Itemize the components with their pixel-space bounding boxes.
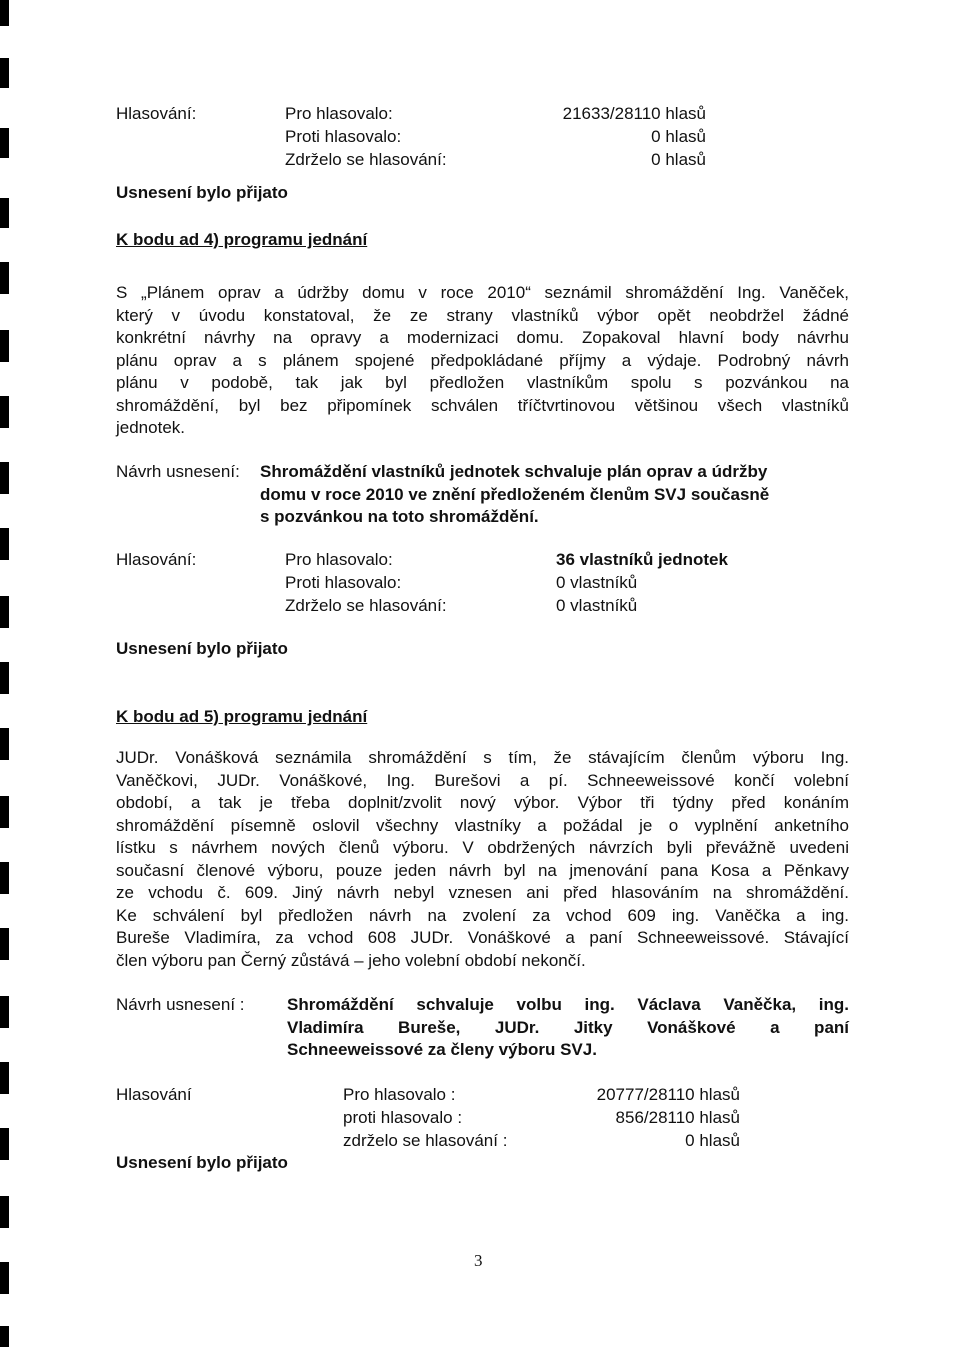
vote-abstain-value: 0 vlastníků: [556, 596, 638, 615]
paragraph-line: JUDr. Vonášková seznámila shromáždění s tím, že stávajícím členům výboru Ing.: [116, 748, 849, 767]
binder-mark: [0, 728, 9, 760]
vote-abstain-value: 0 hlasů: [685, 1131, 740, 1150]
proposal-line: Schneeweissové za členy výboru SVJ.: [287, 1040, 597, 1059]
paragraph-line: jednotek.: [116, 418, 185, 437]
vote-for-value: 36 vlastníků jednotek: [556, 550, 728, 569]
vote-against-value: 856/28110 hlasů: [615, 1108, 740, 1127]
vote-label: Hlasování:: [116, 550, 197, 569]
vote-label: Hlasování:: [116, 104, 197, 123]
paragraph-line: shromáždění písemně oslovil všechny vlastníky a požádal je o vyplnění anketního: [116, 815, 849, 835]
resolution-result: Usnesení bylo přijato: [116, 183, 288, 202]
section-heading: K bodu ad 4) programu jednání: [116, 230, 368, 249]
section-paragraph: [116, 282, 849, 440]
binder-mark: [0, 396, 9, 428]
binder-mark: [0, 128, 9, 158]
binder-mark: [0, 330, 9, 362]
binder-mark: [0, 1062, 9, 1094]
vote-against-value: 0 vlastníků: [556, 573, 638, 592]
binder-mark: [0, 58, 9, 88]
binder-mark: [0, 198, 9, 228]
binder-mark: [0, 1196, 9, 1228]
section-paragraph: [116, 747, 849, 972]
vote-for-value-count: [556, 549, 728, 572]
vote-for-value: 21633/28110 hlasů: [562, 104, 706, 123]
paragraph-line: lístku s návrhem nových členů výboru. V obdržených návrzích byli převážně uvedeni: [116, 838, 849, 857]
page-number: 3: [474, 1251, 483, 1270]
vote-against-label: Proti hlasovalo:: [285, 573, 402, 592]
section-heading: K bodu ad 5) programu jednání: [116, 707, 368, 726]
binder-mark: [0, 1262, 9, 1294]
vote-against-label: Proti hlasovalo:: [285, 127, 402, 146]
vote-abstain-label: Zdrželo se hlasování:: [285, 150, 447, 169]
paragraph-line: konkrétní návrhy na opravy a modernizaci domu. Zopakoval hlavní body návrhu: [116, 328, 849, 347]
resolution-result: Usnesení bylo přijato: [116, 639, 288, 658]
vote-for-value: 20777/28110 hlasů: [596, 1085, 740, 1104]
paragraph-line: Ke schválení byl předložen návrh na zvolení za vchod 609 ing. Vaněčka a ing.: [116, 905, 849, 925]
vote-abstain-label: Zdrželo se hlasování:: [285, 596, 447, 615]
proposal-label: Návrh usnesení :: [116, 995, 245, 1014]
paragraph-line: plánu v podobě, tak jak byl předložen vlastníkům spolu s pozvánkou na: [116, 373, 849, 392]
binder-mark: [0, 996, 9, 1028]
paragraph-line: ze vchodu č. 609. Jiný návrh nebyl vznesen ani před hlasováním na shromáždění.: [116, 883, 849, 902]
vote-label: Hlasování: [116, 1085, 192, 1104]
binder-mark: [0, 862, 9, 894]
proposal-text: [260, 461, 850, 529]
paragraph-line: který v úvodu konstatoval, že ze strany vlastníků výbor opět neobdržel žádné: [116, 305, 849, 325]
paragraph-line: shromáždění, byl bez připomínek schválen tříčtvrtinovou většinou všech vlastníků: [116, 395, 849, 415]
proposal-line: s pozvánkou na toto shromáždění.: [260, 507, 539, 526]
vote-for-label: Pro hlasovalo:: [285, 550, 393, 569]
binder-mark: [0, 662, 9, 694]
proposal-label: Návrh usnesení:: [116, 462, 240, 481]
paragraph-line: plánu oprav a s plánem spojené předpokládané příjmy a výdaje. Podrobný návrh: [116, 350, 849, 370]
vote-against-label: proti hlasovalo :: [343, 1108, 463, 1127]
proposal-line: domu v roce 2010 ve znění předloženém členům SVJ současně: [260, 484, 770, 504]
binder-mark: [0, 796, 9, 828]
binder-mark: [0, 596, 9, 628]
paragraph-line: Vaněčkovi, JUDr. Vonáškové, Ing. Burešovi a pí. Schneeweissové končí volební: [116, 770, 849, 790]
proposal-text: [287, 994, 849, 1062]
vote-against-value: 0 hlasů: [651, 127, 706, 146]
binder-mark: [0, 0, 9, 26]
vote-for-label: Pro hlasovalo:: [285, 104, 393, 123]
vote-abstain-label: zdrželo se hlasování :: [343, 1131, 508, 1150]
binder-mark: [0, 928, 9, 960]
proposal-line: Vladimíra Bureše, JUDr. Jitky Vonáškové a paní: [287, 1017, 849, 1037]
binder-mark: [0, 528, 9, 560]
vote-abstain-value: 0 hlasů: [651, 150, 706, 169]
proposal-line: Shromáždění schvaluje volbu ing. Václava Vaněčka, ing.: [287, 995, 849, 1014]
paragraph-line: období, a tak je třeba doplnit/zvolit nový výbor. Výbor tři týdny před konáním: [116, 793, 849, 812]
proposal-line: Shromáždění vlastníků jednotek schvaluje plán oprav a údržby: [260, 462, 768, 481]
binder-mark: [0, 262, 9, 294]
binder-mark: [0, 1128, 9, 1160]
paragraph-line: současní členové výboru, pouze jeden návrh byl na jmenování pana Kosa a Pěnkavy: [116, 860, 849, 880]
resolution-result: Usnesení bylo přijato: [116, 1153, 288, 1172]
vote-for-label: Pro hlasovalo :: [343, 1085, 456, 1104]
paragraph-line: Bureše Vladimíra, za vchod 608 JUDr. Vonáškové a paní Schneeweissové. Stávající: [116, 928, 849, 947]
binder-mark: [0, 462, 9, 494]
paragraph-line: S „Plánem oprav a údržby domu v roce 2010“ seznámil shromáždění Ing. Vaněček,: [116, 283, 849, 302]
binder-mark: [0, 1326, 9, 1347]
paragraph-line: člen výboru pan Černý zůstává – jeho volební období nekončí.: [116, 950, 586, 970]
